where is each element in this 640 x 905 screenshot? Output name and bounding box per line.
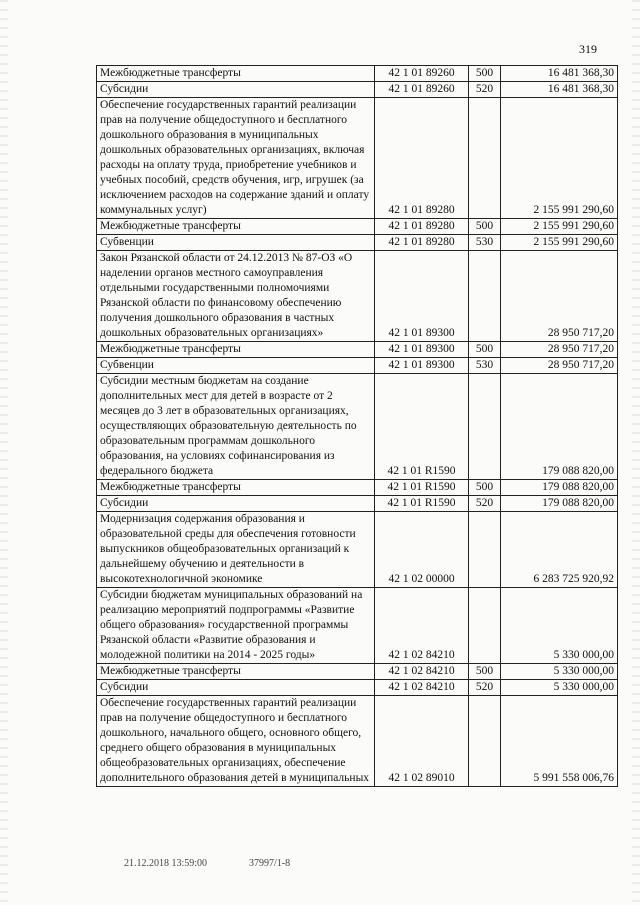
cell-code: 42 1 01 89300 <box>375 358 469 374</box>
cell-type: 500 <box>469 480 501 496</box>
cell-code: 42 1 01 89260 <box>375 82 469 98</box>
table-row <box>97 342 618 358</box>
cell-type: 520 <box>469 680 501 696</box>
cell-code: 42 1 02 84210 <box>375 588 469 664</box>
cell-name: Субсидии <box>97 680 375 696</box>
page-number: 319 <box>579 42 597 56</box>
table-row <box>97 98 618 219</box>
cell-type: 500 <box>469 342 501 358</box>
cell-name: Обеспечение государственных гарантий реализации прав на получение общедоступного и бесплатного дошкольного, начального общего, основного общего, среднего общего образования в муниципальных общеобразовательных организациях, обеспечение дополнительного образования детей в муниципальных <box>97 696 375 787</box>
cell-type: 520 <box>469 82 501 98</box>
table-row <box>97 512 618 588</box>
table-row <box>97 358 618 374</box>
cell-name: Субсидии <box>97 82 375 98</box>
table-row <box>97 251 618 342</box>
table-row <box>97 664 618 680</box>
cell-amount: 2 155 991 290,60 <box>501 219 618 235</box>
cell-code: 42 1 02 84210 <box>375 680 469 696</box>
cell-amount: 6 283 725 920,92 <box>501 512 618 588</box>
cell-type: 530 <box>469 358 501 374</box>
cell-amount: 16 481 368,30 <box>501 82 618 98</box>
cell-name: Межбюджетные трансферты <box>97 480 375 496</box>
footer-timestamp: 21.12.2018 13:59:00 <box>124 858 208 869</box>
cell-amount: 179 088 820,00 <box>501 480 618 496</box>
table-row <box>97 219 618 235</box>
cell-code: 42 1 01 89280 <box>375 235 469 251</box>
cell-code: 42 1 01 89300 <box>375 342 469 358</box>
cell-code: 42 1 02 84210 <box>375 664 469 680</box>
cell-type: 530 <box>469 235 501 251</box>
table-row <box>97 696 618 787</box>
cell-amount: 179 088 820,00 <box>501 496 618 512</box>
table-row <box>97 235 618 251</box>
scan-edge-left <box>0 0 8 905</box>
cell-type: 500 <box>469 664 501 680</box>
footer-document-id: 37997/1-8 <box>249 858 291 869</box>
cell-type: 520 <box>469 496 501 512</box>
cell-amount: 16 481 368,30 <box>501 66 618 82</box>
cell-type <box>469 512 501 588</box>
cell-amount: 28 950 717,20 <box>501 342 618 358</box>
cell-type: 500 <box>469 219 501 235</box>
cell-name: Межбюджетные трансферты <box>97 664 375 680</box>
cell-name: Субвенции <box>97 358 375 374</box>
cell-name: Субсидии местным бюджетам на создание дополнительных мест для детей в возрасте от 2 месяцев до 3 лет в образовательных организациях, осуществляющих образовательную деятельность по образовательным программам дошкольного образования, на условиях софинансирования из федерального бюджета <box>97 374 375 480</box>
cell-type <box>469 374 501 480</box>
cell-amount: 28 950 717,20 <box>501 358 618 374</box>
cell-code: 42 1 01 R1590 <box>375 374 469 480</box>
cell-name: Субвенции <box>97 235 375 251</box>
cell-code: 42 1 01 89280 <box>375 98 469 219</box>
cell-type <box>469 588 501 664</box>
scan-edge-right <box>632 0 640 905</box>
cell-type <box>469 251 501 342</box>
cell-amount: 179 088 820,00 <box>501 374 618 480</box>
cell-amount: 5 330 000,00 <box>501 680 618 696</box>
cell-name: Субсидии бюджетам муниципальных образований на реализацию мероприятий подпрограммы «Развитие общего образования» государственной программы Рязанской области «Развитие образования и молодежной политики на 2014 - 2025 годы» <box>97 588 375 664</box>
cell-type <box>469 696 501 787</box>
table-row <box>97 680 618 696</box>
cell-name: Субсидии <box>97 496 375 512</box>
cell-name: Закон Рязанской области от 24.12.2013 № 87-ОЗ «О наделении органов местного самоуправления отдельными государственными полномочиями Рязанской области по финансовому обеспечению получения дошкольного образования в частных дошкольных образовательных организациях» <box>97 251 375 342</box>
cell-amount: 5 991 558 006,76 <box>501 696 618 787</box>
cell-code: 42 1 01 89300 <box>375 251 469 342</box>
table-row <box>97 496 618 512</box>
budget-table <box>96 65 618 787</box>
cell-code: 42 1 01 89260 <box>375 66 469 82</box>
cell-amount: 2 155 991 290,60 <box>501 98 618 219</box>
cell-code: 42 1 01 R1590 <box>375 496 469 512</box>
cell-code: 42 1 02 89010 <box>375 696 469 787</box>
cell-amount: 28 950 717,20 <box>501 251 618 342</box>
cell-name: Межбюджетные трансферты <box>97 219 375 235</box>
table-row <box>97 66 618 82</box>
cell-name: Межбюджетные трансферты <box>97 66 375 82</box>
cell-amount: 5 330 000,00 <box>501 664 618 680</box>
cell-amount: 2 155 991 290,60 <box>501 235 618 251</box>
cell-code: 42 1 01 R1590 <box>375 480 469 496</box>
cell-name: Обеспечение государственных гарантий реализации прав на получение общедоступного и бесплатного дошкольного образования в муниципальных дошкольных образовательных организациях, включая расходы на оплату труда, приобретение учебников и учебных пособий, средств обучения, игр, игрушек (за исключением расходов на содержание зданий и оплату коммунальных услуг) <box>97 98 375 219</box>
cell-name: Межбюджетные трансферты <box>97 342 375 358</box>
cell-type <box>469 98 501 219</box>
budget-table-body <box>97 66 618 787</box>
cell-code: 42 1 02 00000 <box>375 512 469 588</box>
cell-type: 500 <box>469 66 501 82</box>
cell-name: Модернизация содержания образования и образовательной среды для обеспечения готовности выпускников общеобразовательных организаций к дальнейшему обучению и деятельности в высокотехнологичной экономике <box>97 512 375 588</box>
table-row <box>97 480 618 496</box>
table-row <box>97 588 618 664</box>
cell-amount: 5 330 000,00 <box>501 588 618 664</box>
cell-code: 42 1 01 89280 <box>375 219 469 235</box>
table-row <box>97 82 618 98</box>
table-row <box>97 374 618 480</box>
